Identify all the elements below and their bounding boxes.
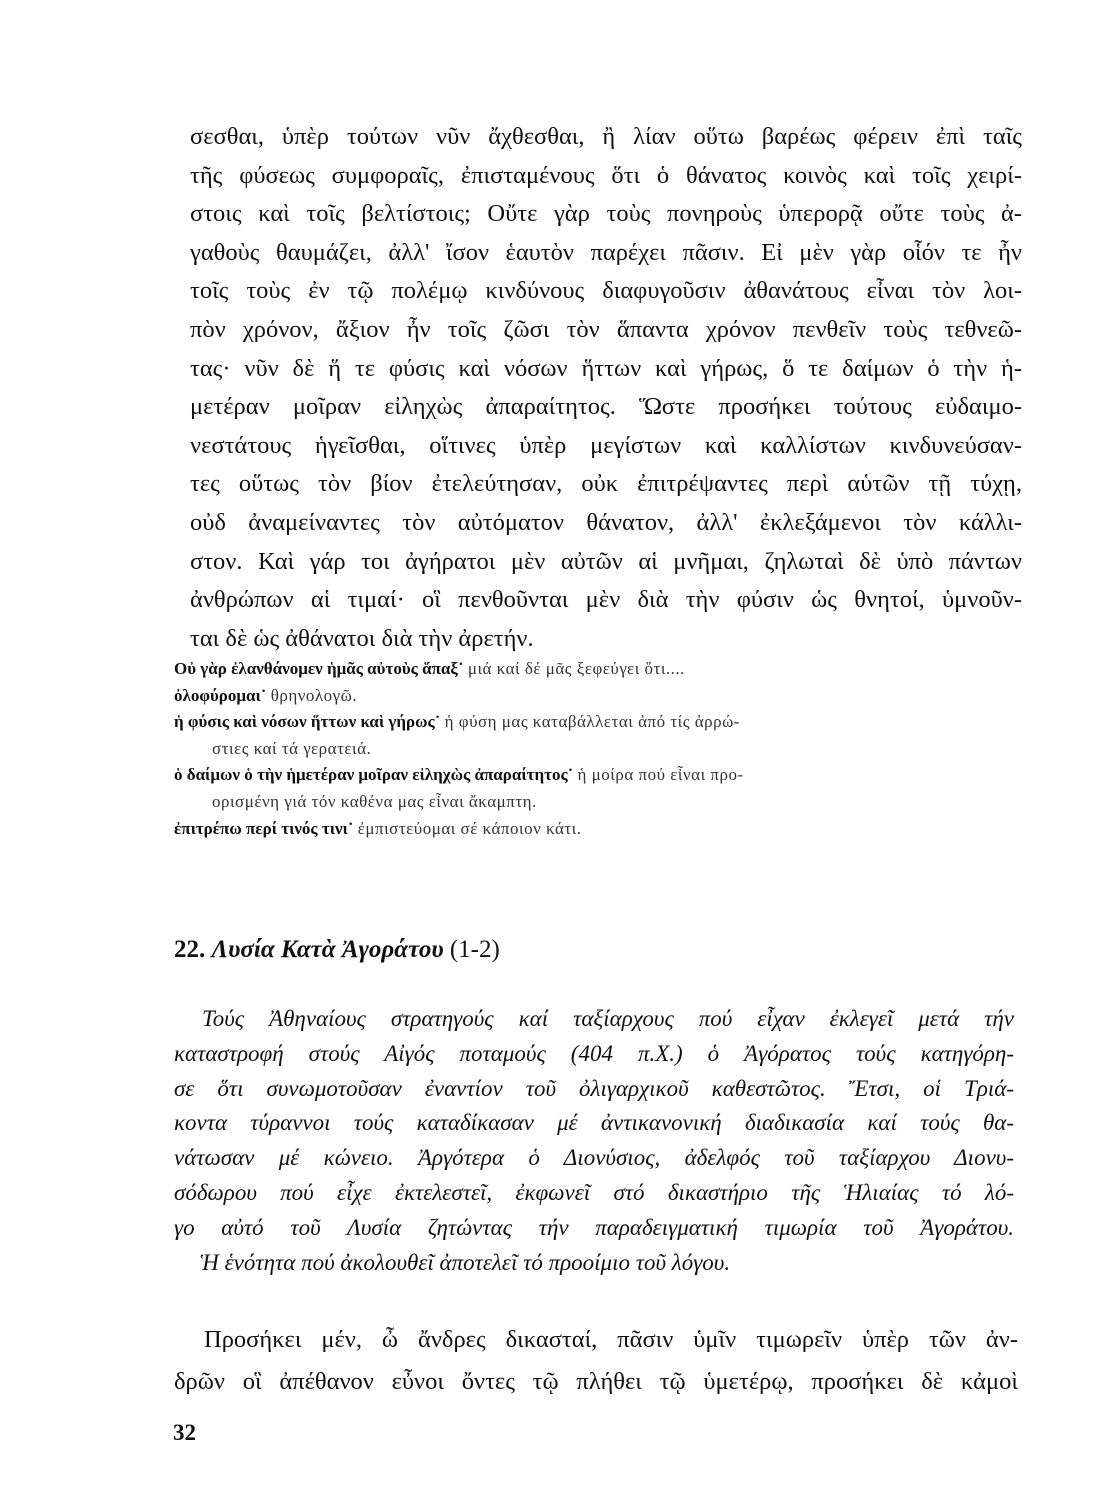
- glossary-notes: [174, 656, 1014, 842]
- glossary-term: Οὐ γὰρ ἐλανθάνομεν ἡμᾶς αὐτοὺς ἅπαξ˙: [174, 659, 464, 678]
- intro-line: καταστροφή στούς Αἰγός ποταμούς (404 π.Χ.) ὁ Ἀγόρατος τούς κατηγόρη-: [174, 1040, 1014, 1066]
- glossary-entry: [174, 683, 1014, 710]
- glossary-continuation: [174, 736, 1014, 763]
- glossary-definition: ἐμπιστεύομαι σέ κάποιον κάτι.: [357, 818, 582, 838]
- main-text-line: στον. Καὶ γάρ τοι ἀγήρατοι μὲν αὐτῶν αἱ μνῆμαι, ζηλωταὶ δὲ ὑπὸ πάντων: [190, 547, 1022, 575]
- glossary-term: ἐπιτρέπω περί τινός τινι˙: [174, 818, 354, 838]
- glossary-entry: [174, 709, 1014, 736]
- main-text-block: [190, 118, 1022, 658]
- intro-line: γο αὐτό τοῦ Λυσία ζητώντας τήν παραδειγματική τιμωρία τοῦ Ἀγοράτου.: [174, 1214, 1014, 1240]
- glossary-definition: μιά καί δέ μᾶς ξεφεύγει ὅτι....: [467, 659, 685, 678]
- intro-line: Τούς Ἀθηναίους στρατηγούς καί ταξίαρχους πού εἶχαν ἐκλεγεῖ μετά τήν: [202, 1006, 1014, 1031]
- section-title: Λυσία Κατὰ Ἀγοράτου: [211, 936, 444, 963]
- main-text-line: τοῖς τοὺς ἐν τῷ πολέμῳ κινδύνους διαφυγοῦσιν ἀθανάτους εἶναι τὸν λοι-: [190, 277, 1022, 305]
- glossary-definition: ἡ μοίρα πού εἶναι προ-: [577, 765, 744, 785]
- main-text-line: τες οὕτως τὸν βίον ἐτελεύτησαν, οὐκ ἐπιτρέψαντες περὶ αὑτῶν τῇ τύχῃ,: [190, 470, 1022, 498]
- passage-line: δρῶν οἳ ἀπέθανον εὖνοι ὄντες τῷ πλήθει τῷ ὑμετέρῳ, προσήκει δὲ κἀμοὶ: [174, 1368, 1018, 1395]
- main-text-line: σεσθαι, ὑπὲρ τούτων νῦν ἄχθεσθαι, ἢ λίαν οὕτω βαρέως φέρειν ἐπὶ ταῖς: [190, 123, 1022, 150]
- main-text-line: ται δὲ ὡς ἀθάνατοι διὰ τὴν ἀρετήν.: [190, 624, 534, 652]
- glossary-continuation: [174, 789, 1014, 816]
- intro-paragraph: [174, 1002, 1014, 1280]
- glossary-definition: ἡ φύση μας καταβάλλεται ἀπό τίς ἀρρώ-: [444, 712, 740, 732]
- main-text-line: πὸν χρόνον, ἄξιον ἦν τοῖς ζῶσι τὸν ἅπαντα χρόνον πενθεῖν τοὺς τεθνεῶ-: [190, 315, 1022, 343]
- passage-text: [174, 1319, 1018, 1403]
- section-heading: [174, 935, 500, 965]
- intro-line: σε ὅτι συνωμοτοῦσαν ἐναντίον τοῦ ὀλιγαρχικοῦ καθεστῶτος. Ἔτσι, οἱ Τριά-: [174, 1075, 1014, 1101]
- main-text-line: στοις καὶ τοῖς βελτίστοις; Οὔτε γὰρ τοὺς πονηροὺς ὑπερορᾷ οὔτε τοὺς ἀ-: [190, 200, 1022, 228]
- glossary-definition: θρηνολογῶ.: [270, 685, 358, 705]
- page-number: 32: [173, 1420, 196, 1445]
- main-text-line: οὐδ ἀναμείναντες τὸν αὐτόματον θάνατον, ἀλλ' ἐκλεξάμενοι τὸν κάλλι-: [190, 508, 1022, 536]
- intro-line: νάτωσαν μέ κώνειο. Ἀργότερα ὁ Διονύσιος, ἀδελφός τοῦ ταξίαρχου Διονυ-: [174, 1145, 1014, 1171]
- glossary-entry: [174, 816, 1014, 843]
- glossary-definition: ορισμένη γιά τόν καθένα μας εἶναι ἄκαμπτη.: [212, 791, 537, 811]
- glossary-definition: στιες καί τά γερατειά.: [212, 738, 372, 758]
- section-range: (1-2): [449, 936, 500, 963]
- intro-line: σόδωρου πού εἶχε ἐκτελεστεῖ, ἐκφωνεῖ στό δικαστήριο τῆς Ἡλιαίας τό λό-: [174, 1179, 1014, 1205]
- glossary-term: ἡ φύσις καὶ νόσων ἥττων καὶ γήρως˙: [174, 712, 441, 732]
- glossary-entry: [174, 656, 1014, 683]
- section-number: 22.: [174, 936, 206, 963]
- passage-line: Προσήκει μέν, ὦ ἄνδρες δικασταί, πᾶσιν ὑμῖν τιμωρεῖν ὑπὲρ τῶν ἀν-: [204, 1326, 1018, 1353]
- main-text-line: μετέραν μοῖραν εἰληχὼς ἀπαραίτητος. Ὥστε προσήκει τούτους εὐδαιμο-: [190, 393, 1022, 421]
- glossary-term: ὁ δαίμων ὁ τὴν ἡμετέραν μοῖραν εἰληχὼς ἀπαραίτητος˙: [174, 765, 574, 785]
- main-text-line: νεστάτους ἡγεῖσθαι, οἵτινες ὑπὲρ μεγίστων καὶ καλλίστων κινδυνεύσαν-: [190, 431, 1022, 459]
- main-text-line: ἀνθρώπων αἱ τιμαί· οἳ πενθοῦνται μὲν διὰ τὴν φύσιν ὡς θνητοί, ὑμνοῦν-: [190, 586, 1022, 614]
- glossary-entry: [174, 762, 1014, 789]
- glossary-term: ὀλοφύρομαι˙: [174, 685, 267, 705]
- main-text-line: τῆς φύσεως συμφοραῖς, ἐπισταμένους ὅτι ὁ θάνατος κοινὸς καὶ τοῖς χειρί-: [190, 161, 1022, 189]
- intro-line: Ἡ ἑνότητα πού ἀκολουθεῖ ἀποτελεῖ τό προοίμιο τοῦ λόγου.: [200, 1249, 731, 1275]
- main-text-line: τας· νῦν δὲ ἥ τε φύσις καὶ νόσων ἥττων καὶ γήρως, ὅ τε δαίμων ὁ τὴν ἡ-: [190, 354, 1022, 382]
- intro-line: κοντα τύραννοι τούς καταδίκασαν μέ ἀντικανονική διαδικασία καί τούς θα-: [174, 1110, 1014, 1136]
- main-text-line: γαθοὺς θαυμάζει, ἀλλ' ἴσον ἑαυτὸν παρέχει πᾶσιν. Εἰ μὲν γὰρ οἷόν τε ἦν: [190, 238, 1022, 266]
